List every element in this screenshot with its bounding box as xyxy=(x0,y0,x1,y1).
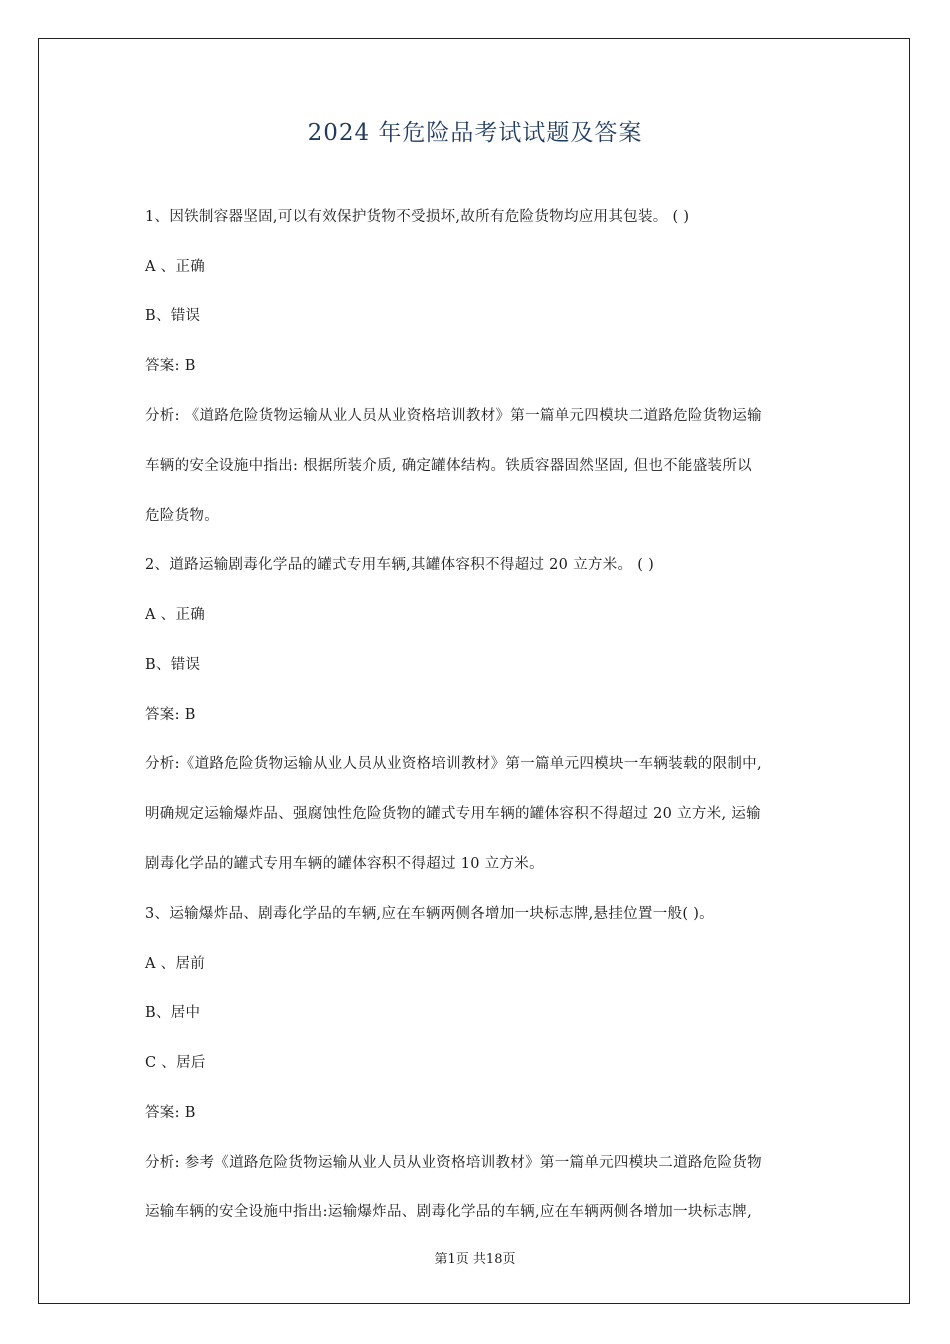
question-2-analysis-line: 剧毒化学品的罐式专用车辆的罐体容积不得超过 10 立方米。 xyxy=(145,856,544,872)
question-1-analysis-line: 分析: 《道路危险货物运输从业人员从业资格培训教材》第一篇单元四模块二道路危险货物运输 xyxy=(145,408,762,424)
document-title: 2024 年危险品考试试题及答案 xyxy=(307,120,643,146)
question-1-analysis-line: 危险货物。 xyxy=(145,508,219,524)
question-3-option-a: A 、居前 xyxy=(145,956,206,972)
question-1-text: 1、因铁制容器坚固,可以有效保护货物不受损坏,故所有危险货物均应用其包装。 ( ) xyxy=(145,209,690,225)
question-3-option-c: C 、居后 xyxy=(145,1055,206,1071)
question-2-text: 2、道路运输剧毒化学品的罐式专用车辆,其罐体容积不得超过 20 立方米。 ( ) xyxy=(145,557,655,573)
question-2-analysis-line: 明确规定运输爆炸品、强腐蚀性危险货物的罐式专用车辆的罐体容积不得超过 20 立方米, 运输 xyxy=(145,806,761,822)
question-3-text: 3、运输爆炸品、剧毒化学品的车辆,应在车辆两侧各增加一块标志牌,悬挂位置一般( )。 xyxy=(145,906,714,922)
question-2-option-a: A 、正确 xyxy=(145,607,206,623)
page-footer: 第1页 共18页 xyxy=(434,1252,516,1267)
question-1-answer: 答案: B xyxy=(145,358,196,374)
question-2-answer: 答案: B xyxy=(145,707,196,723)
question-3-option-b: B、居中 xyxy=(145,1005,201,1021)
question-2-analysis-line: 分析:《道路危险货物运输从业人员从业资格培训教材》第一篇单元四模块一车辆装载的限制中, xyxy=(145,756,762,772)
question-1-option-a: A 、正确 xyxy=(145,259,206,275)
question-3-analysis-line: 分析: 参考《道路危险货物运输从业人员从业资格培训教材》第一篇单元四模块二道路危险货物 xyxy=(145,1155,762,1171)
question-1-option-b: B、错误 xyxy=(145,308,201,324)
question-3-analysis-line: 运输车辆的安全设施中指出:运输爆炸品、剧毒化学品的车辆,应在车辆两侧各增加一块标志牌, xyxy=(145,1204,752,1220)
question-3-answer: 答案: B xyxy=(145,1105,196,1121)
question-2-option-b: B、错误 xyxy=(145,657,201,673)
question-1-analysis-line: 车辆的安全设施中指出: 根据所装介质, 确定罐体结构。铁质容器固然坚固, 但也不能盛装所以 xyxy=(145,458,752,474)
